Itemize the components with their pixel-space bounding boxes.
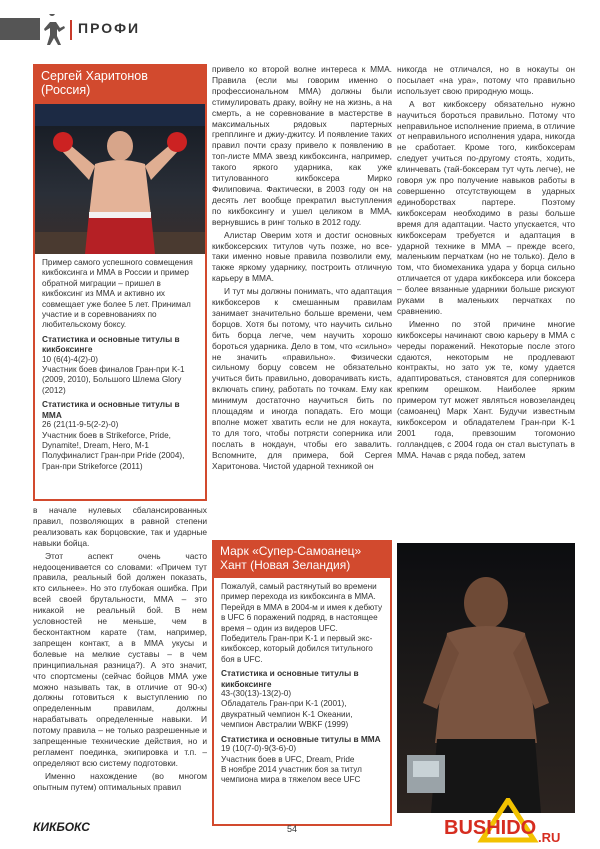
- fighter-photo: [35, 104, 205, 254]
- fighter-name: Сергей Харитонов: [41, 69, 148, 83]
- page-number: 54: [287, 824, 298, 834]
- kickboxing-record: 10 (6(4)-4(2)-0): [42, 354, 98, 364]
- kickboxing-titles: Участник боев финалов Гран-при K-1 (2009, 2010), Большого Шлема Glory (2012): [42, 365, 185, 395]
- fighter-name: Марк «Супер-Самоанец»: [220, 544, 362, 558]
- paragraph: Этот аспект очень часто недооценивается со словами: «Причем тут правила, реальный бой должен показать, кто сильнее». Но это глубокая ошибка. При всей своей брутальности, ММА – это никакой не реальный бой. В нем условностей не меньше, чем в бесконтактном карате (там, например, запрещен контакт, а в ММА укусы и болевые на мелкие суставы – в чем принципиальная разница?). А это значит, что спортсмены (сейчас бойцов ММА уже можно называть так, в отличие от 90-х) должны готовиться к выступлению по определенным правилам, должны нарабатывать определенные навыки. И потому правила – не только разрешенные и запрещенные технические действия, но и регламент поединка, экипировка и т.п. – определяют всю систему подготовки.: [33, 550, 207, 768]
- paragraph: Алистар Оверим хотя и достиг основных кикбоксерских титулов чуть позже, но все-таки именно новые правила позволили ему, также яркому ударнику, построить отличную карьеру в ММА.: [212, 229, 392, 284]
- bushido-logo-text: BUSHIDO: [444, 817, 537, 839]
- mma-final: В ноябре 2014 участник боя за титул чемпиона мира в тяжелом весе UFC: [221, 764, 362, 785]
- fighter-box-kharitonov: [33, 64, 207, 501]
- fighter-intro-2: Победитель Гран-при K-1 и первый экс-кикбоксер, который добился титульного боя в UFC.: [221, 634, 373, 664]
- section-title: ПРОФИ: [78, 20, 141, 36]
- column-2-text: [212, 64, 392, 534]
- mma-record: 26 (21(11-9-5(2-2)-0): [42, 420, 119, 430]
- paragraph: И тут мы должны понимать, что адаптация кикбоксеров к смешанным правилам занимает значительно больше времени, чем борцов. Хотя бы потому, что научить сильно бить борца легче, чем научить хорошо бороться ударника. Дело в том, что «сильно» не значить «правильно». Физически сильному борцу совсем не обязательно учиться бить правильно, доворачивать кисть, включать спину, работать по точкам. Ему как минимум достаточно научиться бить по площадям и иногда попадать. Его мощи вполне может хватить если не для нокаута, то для того, чтобы потрясти соперника или послать в нокдаун, чтобы его завалить. Вспомните, для примера, бой Сергея Харитонова. Чистой ударной техникой он: [212, 286, 392, 471]
- mma-final: Полуфиналист Гран-при Pride (2004), Гран-при Strikeforce (2011): [42, 451, 185, 471]
- column-1-text: [33, 505, 207, 817]
- page-header: [0, 14, 600, 46]
- header-bar: [0, 18, 40, 40]
- fighter-box-title: [214, 542, 390, 578]
- paragraph: Именно по этой причине многие кикбоксеры начинают свою карьеру в ММА с череды поражений. Некоторые после этого сдаются, некоторым не продлевают контракты, но зато уж те, кому удается адаптироваться, становятся для соперников крепким орешком. Наиболее ярким примером тут может являться новозеландец (самоанец) Марк Хант. Будучи известным кикбоксером и обладателем Гран-при K-1 2001 года, превзошим тогомонио голландцев, с 2004 года он стал выступать в ММА. Начав с ряда побед, затем: [397, 318, 575, 460]
- paragraph: никогда не отличался, но в нокауты он посылает «на ура», потому что правильно использует свою природную мощь.: [397, 64, 575, 96]
- fighter-box-hunt: [212, 540, 392, 826]
- bushido-logo: [438, 798, 578, 844]
- kickboxing-stats-heading: Статистика и основные титулы в кикбоксинге: [42, 333, 180, 355]
- fighter-silhouette-icon: [40, 14, 66, 46]
- mma-record: 19 (10(7-0)-9(3-6)-0): [221, 744, 297, 754]
- fighter-country: Хант (Новая Зеландия): [220, 557, 351, 572]
- paragraph: в начале нулевых сбалансированных правил, позволяющих в равной степени реализовать как борцовские, так и ударные навыки бойца.: [33, 505, 207, 548]
- fighter-photo-illustration: [35, 104, 205, 254]
- fighter-country: (Россия): [41, 83, 91, 97]
- mma-titles: Участник боев в Strikeforce, Pride, Dynamite!, Dream, Hero, M-1: [42, 430, 171, 450]
- fighter-photo-illustration: [397, 543, 575, 813]
- header-separator: [70, 20, 72, 40]
- mma-stats-heading: Статистика и основные титулы в ММА: [42, 399, 180, 420]
- kickboxing-record: 43-(30(13)-13(2)-0): [221, 689, 292, 699]
- magazine-logo: КИКБОКС: [33, 820, 90, 834]
- paragraph: А вот кикбоксеру обязательно нужно научиться бороться правильно. Потому что неправильное исполнение приема, в отличие от неправильного исполнения удара, никогда не сработает. Кроме того, кикбоксерам следует учиться по-другому стоять, ходить, клинчевать (тай-боксерам тут чуть легче), не говоря уж про получение навыков работы в совершенно отсутствующем в ударных единоборствах партере. Поэтому кикбоксерам необходимо в разы больше время для адаптации. Часто упускается, что кикбоксерам требуется и адаптация в ударной технике в ММА – прежде всего, маленьким перчаткам (но не только). Дело в том, что биомеханика удара у борца сильно отличается от удара кикбоксера или боксера – более вязанные ударники больше рискуют руками в маленьких перчатках по сравнению.: [397, 98, 575, 316]
- mma-stats-heading: Статистика и основные титулы в ММА: [221, 733, 381, 744]
- kickboxing-titles: Обладатель Гран-при K-1 (2001), двукратный чемпион K-1 Океании, чемпион Австралии WBKF (1999): [221, 699, 353, 730]
- fighter-intro: Пожалуй, самый растянутый во времени пример перехода из кикбоксинга в ММА. Перейдя в ММА в 2004-м и имея к дебюту в UFC 6 поражений подряд, в настоящее время – один из видеров UFC.: [221, 582, 383, 633]
- mma-titles: Участник боев в UFC, Dream, Pride: [221, 754, 355, 764]
- paragraph: Именно нахождение (во многом опытным путем) оптимальных правил: [33, 770, 207, 792]
- fighter-box-title: [35, 66, 205, 104]
- fighter-photo-hunt: [397, 543, 575, 813]
- kickboxing-stats-heading: Статистика и основные титулы в кикбоксинге: [221, 668, 359, 689]
- fighter-intro: Пример самого успешного совмещения кикбоксинга и ММА в России и пример обратной миграции – пришел в кикбоксинг из ММА и активно их совмещает уже более 5 лет. Принимал участие и в соревнованиях по любительскому боксу.: [42, 258, 193, 330]
- bushido-logo-tld: .RU: [538, 830, 561, 844]
- paragraph: привело ко второй волне интереса к ММА. Правила (если мы говорим именно о профессиональном ММА) должны были стимулировать драку, войну не на жизнь, а на смерть, а не соревнование в мастерстве в максимальных рядовых партерных грепплинге и джиу-джитсу. И появление таких правил почти сразу привело к появлению в топ-листе ММА звезд кикбоксинга, например, такого яркого ударника, как уже титулованного кикбоксера Мирко Филиповича. Фактически, в 2003 году он на десять лет вообще прекратил выступления по кикбоксингу и ушел целиком в ММА, вернувшись в ринг только в 2012 году.: [212, 64, 392, 227]
- column-3-text: [397, 64, 575, 536]
